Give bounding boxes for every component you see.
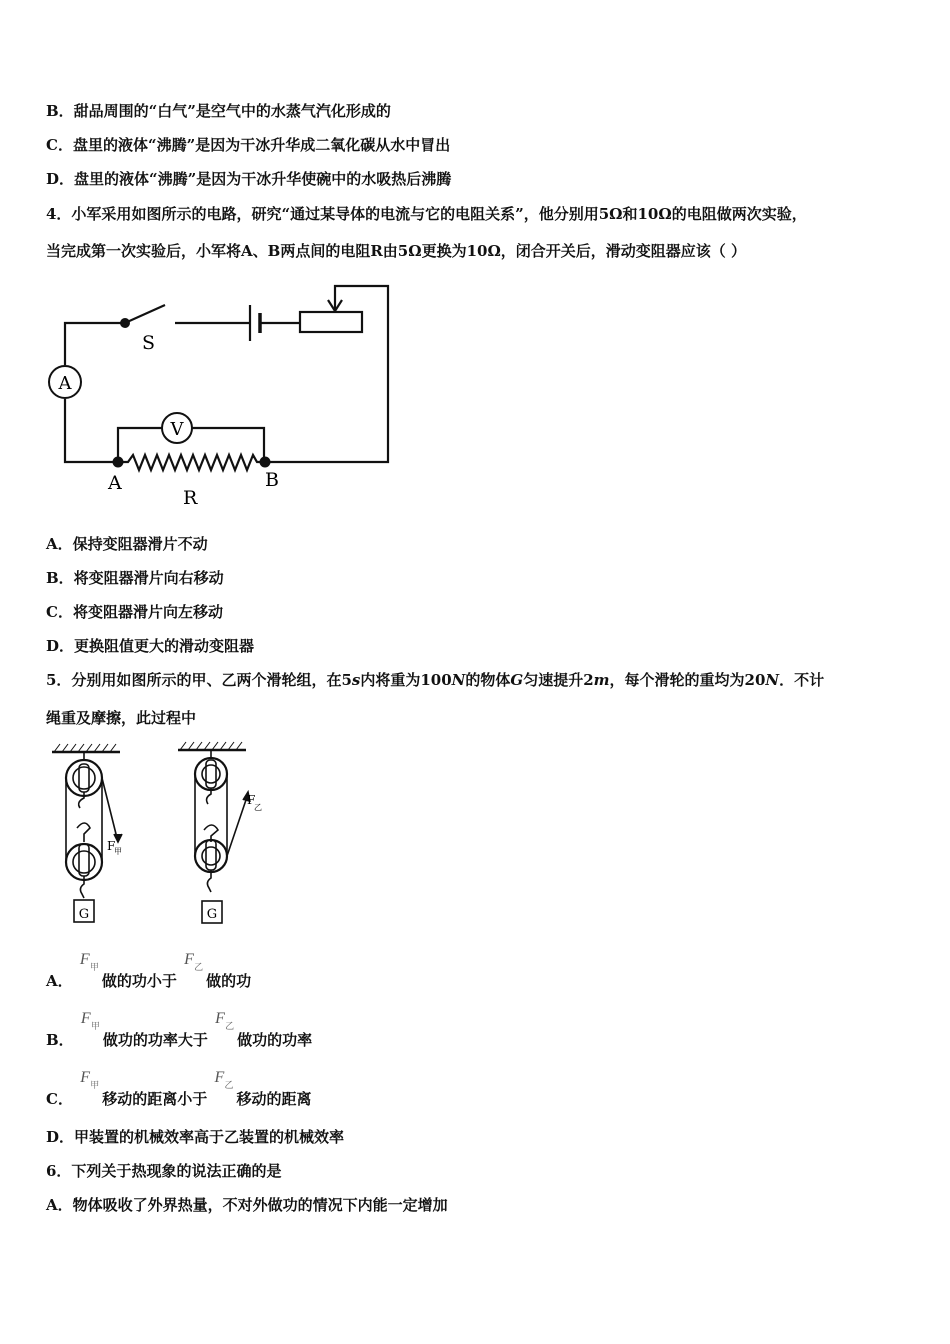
- f-jia-symbol: F 甲: [79, 951, 99, 973]
- left-force-sub: 甲: [114, 847, 122, 856]
- q4-option-b: B．将变阻器滑片向右移动: [46, 569, 224, 587]
- q5-option-c: C． F 甲 移动的距离小于 F 乙 移动的距离: [46, 1069, 312, 1108]
- q6-stem: 6．下列关于热现象的说法正确的是: [46, 1162, 282, 1180]
- resistor-label: R: [183, 487, 198, 509]
- q3-option-b: B．甜品周围的“白气”是空气中的水蒸气汽化形成的: [46, 102, 391, 120]
- ammeter-label: A: [58, 373, 72, 394]
- q4-stem-line1: 4．小军采用如图所示的电路，研究“通过某导体的电流与它的电阻关系”，他分别用5Ω和10Ω的电阻做两次实验，: [46, 205, 807, 223]
- q5-option-d: D．甲装置的机械效率高于乙装置的机械效率: [46, 1128, 345, 1146]
- node-a-label: A: [108, 472, 122, 494]
- q5-option-b: B． F 甲 做功的功率大于 F 乙 做功的功率: [46, 1010, 313, 1049]
- right-weight-label: G: [206, 907, 218, 922]
- resistor-zigzag: [118, 455, 265, 470]
- right-fixed-pulley: [195, 758, 227, 790]
- pulley-figure: [40, 738, 280, 930]
- switch-label: S: [142, 332, 156, 354]
- f-jia-symbol: F 甲: [80, 1069, 100, 1091]
- node-b-label: B: [265, 469, 279, 491]
- q5-stem-line1: 5．分别用如图所示的甲、乙两个滑轮组，在5s内将重为100N的物体G匀速提升2m，每个滑轮的重均为20N．不计: [46, 671, 825, 689]
- switch-contact-dot: [120, 318, 130, 328]
- q5-option-a: A． F 甲 做的功小于 F 乙 做的功: [46, 951, 252, 990]
- f-yi-symbol: F 乙: [214, 1069, 234, 1091]
- right-force-label: F: [247, 793, 256, 807]
- q4-option-c: C．将变阻器滑片向左移动: [46, 603, 223, 621]
- node-b-dot: [260, 457, 271, 468]
- left-fixed-pulley: [66, 760, 102, 796]
- switch-blade: [125, 305, 165, 323]
- q4-option-a: A．保持变阻器滑片不动: [46, 535, 208, 553]
- q3-option-d: D．盘里的液体“沸腾”是因为干冰升华使碗中的水吸热后沸腾: [46, 170, 452, 188]
- f-yi-symbol: F 乙: [215, 1010, 235, 1032]
- q4-stem-line2: 当完成第一次实验后，小军将A、B两点间的电阻R由5Ω更换为10Ω，闭合开关后，滑动变阻器应该（ ）: [46, 242, 747, 260]
- rheostat-body: [300, 312, 362, 332]
- f-jia-symbol: F 甲: [80, 1010, 100, 1032]
- right-force-sub: 乙: [254, 803, 262, 812]
- q5-stem-line2: 绳重及摩擦，此过程中: [46, 709, 197, 727]
- left-force-label: F: [107, 839, 116, 853]
- q3-option-c: C．盘里的液体“沸腾”是因为干冰升华成二氧化碳从水中冒出: [46, 136, 451, 154]
- left-weight-label: G: [78, 907, 90, 922]
- q6-option-a: A．物体吸收了外界热量，不对外做功的情况下内能一定增加: [46, 1196, 448, 1214]
- left-movable-pulley: [66, 844, 102, 880]
- voltmeter-label: V: [170, 419, 184, 440]
- q4-option-d: D．更换阻值更大的滑动变阻器: [46, 637, 255, 655]
- node-a-dot: [113, 457, 124, 468]
- f-yi-symbol: F 乙: [184, 951, 204, 973]
- right-movable-pulley: [195, 840, 227, 872]
- circuit-diagram: [40, 275, 400, 515]
